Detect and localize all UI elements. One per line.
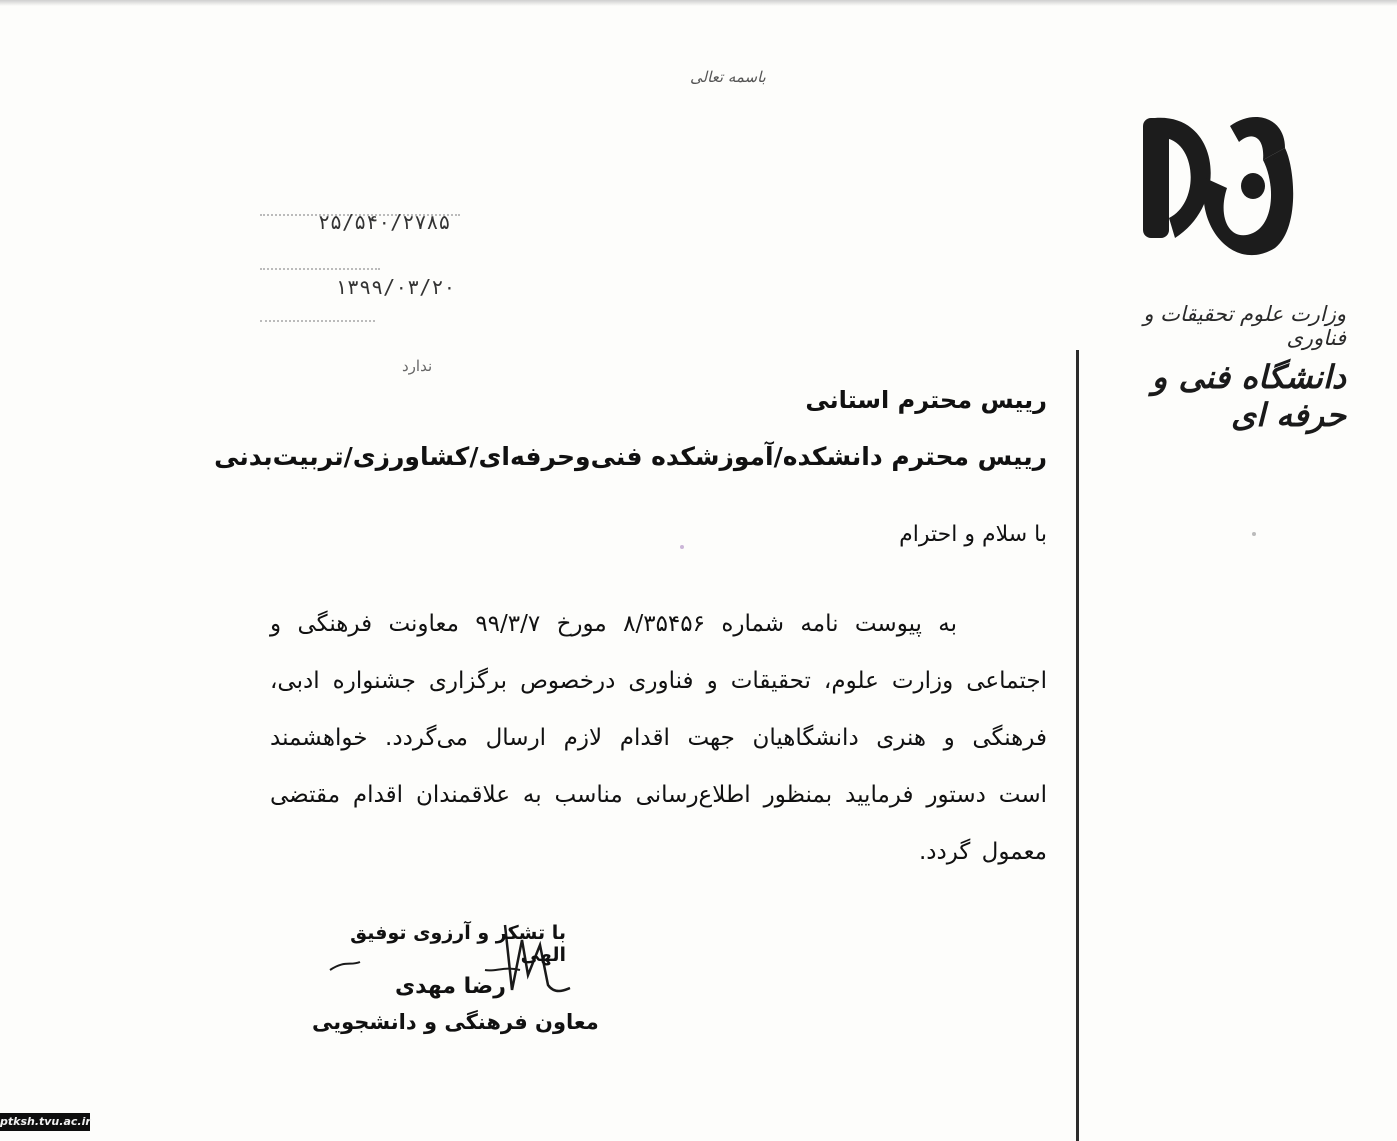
university-name: دانشگاه فنی و حرفه ای bbox=[1151, 358, 1346, 434]
scan-speck bbox=[680, 545, 684, 549]
attachment-status: ندارد bbox=[402, 357, 433, 375]
greeting: با سلام و احترام bbox=[899, 522, 1047, 547]
date-dotted-line bbox=[260, 268, 380, 270]
scan-edge-shadow bbox=[0, 0, 1397, 6]
signer-title: معاون فرهنگی و دانشجویی bbox=[312, 1010, 599, 1034]
letterhead-divider bbox=[1076, 350, 1079, 1141]
bismillah-heading: باسمه تعالی bbox=[690, 68, 766, 86]
attachment-dotted-line bbox=[260, 320, 375, 322]
site-watermark: ptksh.tvu.ac.ir bbox=[0, 1113, 90, 1131]
ministry-name: وزارت علوم تحقیقات و فناوری bbox=[1143, 302, 1346, 350]
signer-name: رضا مهدی bbox=[395, 974, 506, 999]
letter-body bbox=[270, 596, 1047, 881]
scan-speck bbox=[1252, 532, 1256, 536]
recipient-line-2: رییس محترم دانشکده/آموزشکده فنی‌وحرفه‌ای/کشاورزی/تربیت‌بدنی bbox=[214, 442, 1047, 471]
recipient-line-1: رییس محترم استانی bbox=[805, 386, 1047, 414]
closing-phrase: با تشکر و آرزوی توفیق الهی bbox=[350, 922, 566, 966]
letter-body-text: به پیوست نامه شماره ۸/۳۵۴۵۶ مورخ ۹۹/۳/۷ معاونت فرهنگی و اجتماعی وزارت علوم، تحقیقات و فناوری درخصوص برگزاری جشنواره ادبی، فرهنگی و هنری دانشگاهیان جهت اقدام لازم ارسال می‌گردد. خواهشمند است دستور فرمایید بمنظور اطلاع‌رسانی مناسب به علاقمندان اقدام مقتضی معمول گردد. bbox=[270, 611, 1047, 865]
letter-date: ۱۳۹۹/۰۳/۲۰ bbox=[335, 275, 456, 299]
letter-number: ۲۵/۵۴۰/۲۷۸۵ bbox=[318, 210, 451, 234]
university-logo-icon bbox=[1135, 108, 1295, 278]
